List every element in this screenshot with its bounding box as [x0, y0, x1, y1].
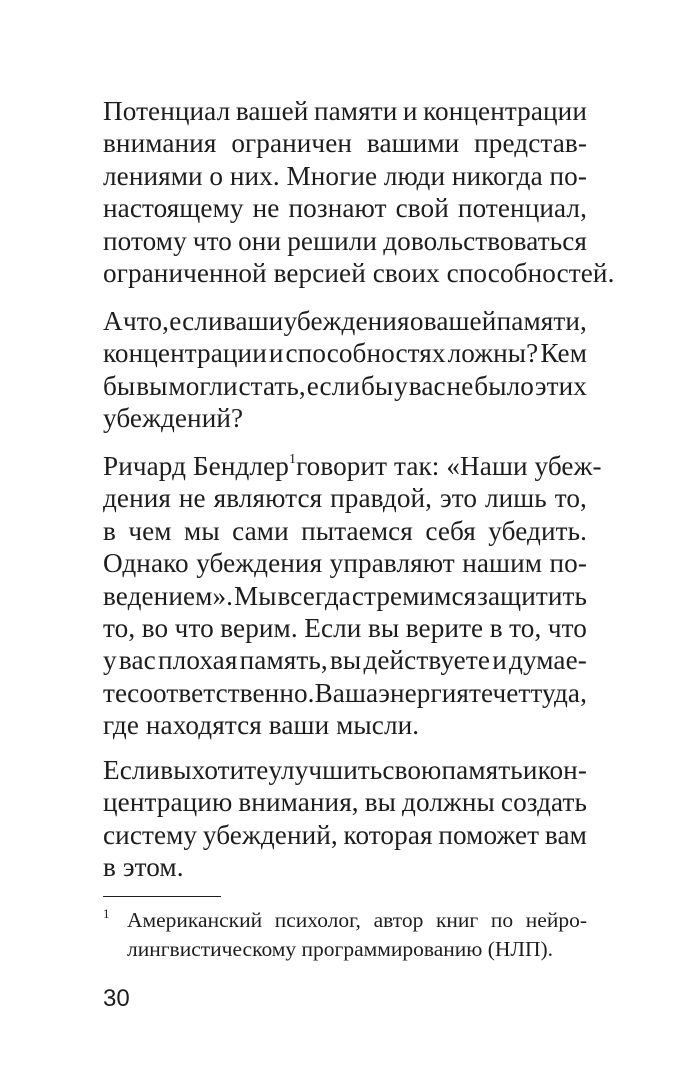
text-line: концентрации и способностях ложны? Кем — [103, 338, 587, 369]
line-segment: говорит так: «Наши убеж- — [296, 451, 602, 481]
author-name: Ричард Бендлер — [103, 451, 289, 481]
text-line: у вас плохая память, вы действуете и думае- — [103, 645, 587, 676]
footnote-line: лингвистическому программированию (НЛП). — [127, 936, 554, 961]
text-line: где находятся ваши мысли. — [103, 710, 420, 741]
text-line: настоящему не познают свой потенциал, — [103, 193, 587, 224]
footnote-text — [127, 906, 587, 963]
text-line: то, во что верим. Если вы верите в то, что — [103, 613, 587, 644]
text-line: Если вы хотите улучшить свою память и кон- — [103, 755, 587, 785]
line-segment-with-footnote — [103, 450, 296, 482]
text-line: А что, если ваши убеждения о вашей памяти, — [103, 306, 587, 336]
text-line: ведением». Мы всегда стремимся защитить — [103, 580, 587, 611]
text-line: лениями о них. Многие люди никогда по- — [103, 160, 587, 191]
paragraph-1 — [103, 95, 615, 289]
paragraph-4 — [103, 754, 587, 884]
text-line: дения не являются правдой, это лишь то, — [103, 483, 587, 514]
footnote-line: Американский психолог, автор книг по нейро- — [127, 908, 587, 932]
text-line: систему убеждений, которая поможет вам — [103, 819, 587, 850]
footnote-divider — [103, 896, 221, 897]
text-line: Потенциал вашей памяти и концентрации — [103, 96, 587, 126]
text-line: потому что они решили довольствоваться — [103, 225, 587, 256]
text-line: те соответственно. Ваша энергия течет туда, — [103, 677, 587, 708]
footnote-number: 1 — [103, 906, 110, 921]
paragraph-2 — [103, 305, 587, 435]
page-number: 30 — [103, 985, 130, 1012]
paragraph-3 — [103, 450, 602, 742]
text-line: Однако убеждения управляют нашим по- — [103, 548, 587, 579]
text-line: ограниченной версией своих способностей. — [103, 258, 615, 289]
text-line: убеждений? — [103, 403, 244, 434]
footnote-reference[interactable]: 1 — [288, 452, 297, 467]
text-line: внимания ограничен вашими представ- — [103, 128, 587, 159]
footnote — [103, 906, 587, 963]
text-line: в чем мы сами пытаемся себя убедить. — [103, 515, 587, 546]
text-line: в этом. — [103, 852, 184, 883]
text-line — [103, 450, 602, 482]
text-line: бы вы могли стать, если бы у вас не было этих — [103, 370, 587, 401]
text-line: центрацию внимания, вы должны создать — [103, 787, 587, 818]
